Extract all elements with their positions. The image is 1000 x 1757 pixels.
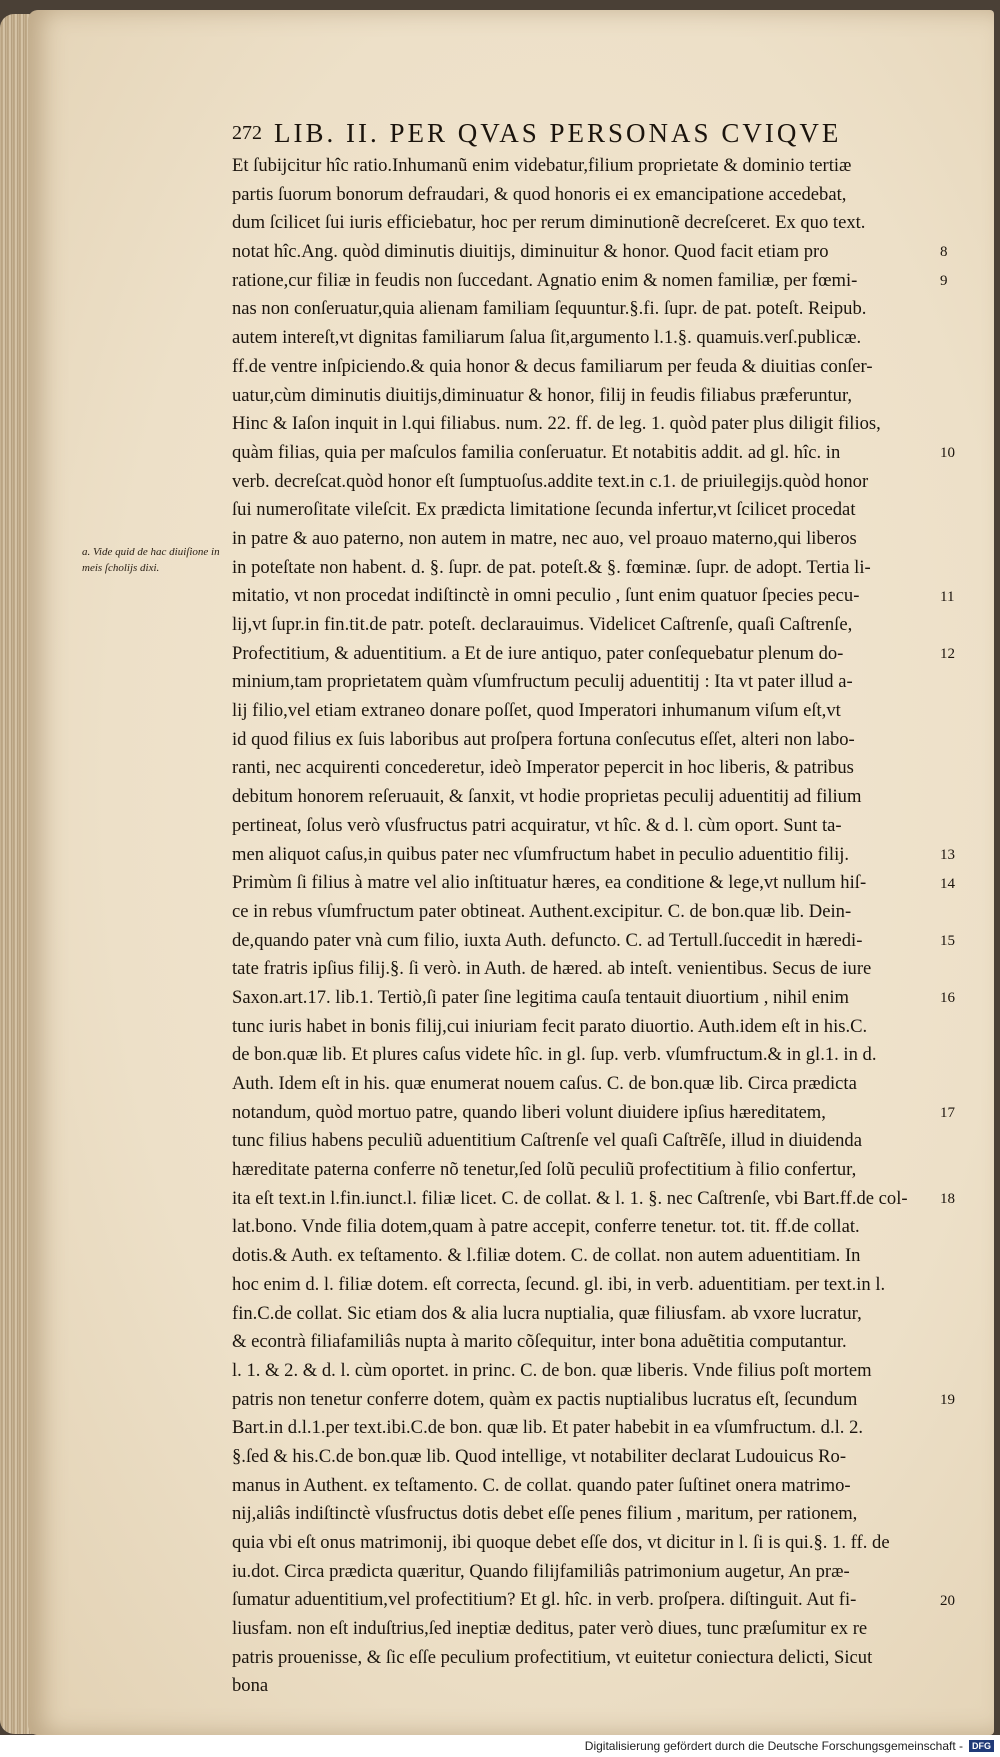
text-line: quàm filias, quia per maſculos familia conſeruatur. Et notabitis addit. ad gl. hîc. in xyxy=(232,441,841,463)
text-line: Saxon.art.17. lib.1. Tertiò,ſi pater ſine legitima cauſa tentauit diuortium , nihil enim xyxy=(232,986,849,1008)
text-line: mitatio, vt non procedat indiſtinctè in omni peculio , ſunt enim quatuor ſpecies pecu- xyxy=(232,585,860,607)
text-line: ſumatur aduentitium,vel profectitium? Et gl. hîc. in verb. proſpera. diſtinguit. Aut fi- xyxy=(232,1589,857,1611)
text-line: ce in rebus vſumfructum pater obtineat. Authent.excipitur. C. de bon.quæ lib. Dein- xyxy=(232,900,852,922)
text-line: Et ſubijcitur hîc ratio.Inhumanũ enim videbatur,filium proprietate & dominio tertiæ xyxy=(232,155,852,176)
text-line: quia vbi eſt onus matrimonij, ibi quoque debet eſſe dos, vt dicitur in l. ſi is qui.§. 1. ff. de xyxy=(232,1532,890,1553)
text-line: de,quando pater vnà cum filio, iuxta Auth. defuncto. C. ad Tertull.ſuccedit in hæredi- xyxy=(232,929,863,951)
margin-number: 15 xyxy=(940,932,955,949)
text-line: l. 1. & 2. & d. l. cùm oportet. in princ. C. de bon. quæ liberis. Vnde filius poſt mortem xyxy=(232,1359,872,1381)
text-line: notandum, quòd mortuo patre, quando liberi volunt diuidere ipſius hæreditatem, xyxy=(232,1101,826,1123)
text-line: ranti, nec acquirenti concederetur, ideò Imperator pepercit in hoc liberis, & patribus xyxy=(232,757,854,779)
text-line: iu.dot. Circa prædicta quæritur, Quando filijfamiliâs patrimonium augetur, An præ- xyxy=(232,1560,850,1582)
text-line: tate fratris ipſius filij.§. ſi verò. in Auth. de hæred. ab inteſt. venientibus. Secus de iure xyxy=(232,958,872,980)
text-line: men aliquot caſus,in quibus pater nec vſumfructum habet in peculio aduentitio filij. xyxy=(232,843,850,865)
text-line: manus in Authent. ex teſtamento. C. de collat. quando pater ſuſtinet onera matrimo- xyxy=(232,1474,851,1496)
text-line: patris prouenisse, & ſic eſſe peculium profectitium, vt euitetur coniectura delicti, Sicut xyxy=(232,1646,873,1668)
dfg-logo: DFG xyxy=(969,1740,994,1752)
margin-number: 13 xyxy=(940,846,955,863)
marginal-note: a. Vide quid de hac diuiſione in meis ſcholijs dixi. xyxy=(82,546,220,574)
text-line: Primùm ſi filius à matre vel alio inſtituatur hæres, ea conditione & lege,vt nullum hiſ- xyxy=(232,872,867,894)
footer-credit: Digitalisierung gefördert durch die Deutsche Forschungsgemeinschaft - xyxy=(584,1739,963,1753)
text-line: pertineat, ſolus verò vſusfructus patri acquiratur, vt hîc. & d. l. cùm oport. Sunt ta- xyxy=(232,814,842,836)
text-line: lat.bono. Vnde filia dotem,quam à patre accepit, conferre tenetur. tot. tit. ff.de collat. xyxy=(232,1216,860,1238)
text-line: dotis.& Auth. ex teſtamento. & l.filiæ dotem. C. de collat. non autem aduentitiam. In xyxy=(232,1245,861,1267)
text-line: in poteſtate non habent. d. §. ſupr. de pat. poteſt.& §. fœminæ. ſupr. de adopt. Tertia li- xyxy=(232,556,871,578)
text-line: partis ſuorum bonorum defraudari, & quod honoris ei ex emancipatione accedebat, xyxy=(232,183,847,205)
page-header xyxy=(232,115,872,151)
text-line: & econtrà filiafamiliâs nupta à marito cõſequitur, inter bona aduẽtitia computantur. xyxy=(232,1331,847,1353)
text-line: verb. decreſcat.quòd honor eſt ſumptuoſus.addite text.in c.1. de priuilegijs.quòd honor xyxy=(232,470,869,492)
text-line: de bon.quæ lib. Et plures caſus videte hîc. in gl. ſup. verb. vſumfructum.& in gl.1. in d. xyxy=(232,1044,877,1066)
text-line: lij,vt ſupr.in fin.tit.de patr. poteſt. declarauimus. Videlicet Caſtrenſe, quaſi Caſtrenſe, xyxy=(232,614,853,635)
text-line: uatur,cùm diminutis diuitijs,diminuatur & honor, filij in feudis filiabus præferuntur, xyxy=(232,384,853,406)
text-line: dum ſcilicet ſui iuris efficiebatur, hoc per rerum diminutionẽ decreſceret. Ex quo text. xyxy=(232,212,866,234)
text-line: autem intereſt,vt dignitas familiarum ſalua ſit,argumento l.1.§. quamuis.verſ.publicæ. xyxy=(232,327,862,349)
margin-number: 8 xyxy=(940,244,948,261)
text-line: tunc iuris habet in bonis filij,cui iniuriam fecit parato diuortio. Auth.idem eſt in his.C. xyxy=(232,1015,868,1037)
text-line: hoc enim d. l. filiæ dotem. eſt correcta, ſecund. gl. ibi, in verb. aduentitiam. per text.in l. xyxy=(232,1273,886,1295)
text-line: notat hîc.Ang. quòd diminutis diuitijs, diminuitur & honor. Quod facit etiam pro xyxy=(232,241,829,263)
text-line: fin.C.de collat. Sic etiam dos & alia lucra nuptialia, quæ filiusfam. ab vxore lucratur, xyxy=(232,1302,862,1324)
margin-number: 10 xyxy=(940,445,955,461)
margin-number: 11 xyxy=(940,588,955,605)
margin-number: 18 xyxy=(940,1191,955,1208)
text-line: nij,aliâs indiſtinctè vſusfructus dotis debet eſſe penes filium , maritum, per rationem, xyxy=(232,1503,858,1525)
body-text xyxy=(232,152,922,1701)
text-line: liusfam. non eſt induſtrius,ſed ineptiæ deditus, pater verò diues, tunc præſumitur ex re xyxy=(232,1618,868,1640)
text-line: ratione,cur filiæ in feudis non ſuccedant. Agnatio enim & nomen familiæ, per fœmi- xyxy=(232,269,858,291)
text-line: patris non tenetur conferre dotem, quàm ex pactis nuptialibus lucratus eſt, ſecundum xyxy=(232,1388,858,1410)
text-line: lij filio,vel etiam extraneo donare poſſet, quod Imperatori inhumanum viſum eſt,vt xyxy=(232,700,841,722)
text-line: §.ſed & his.C.de bon.quæ lib. Quod intellige, vt notabiliter declarat Ludouicus Ro- xyxy=(232,1445,847,1467)
margin-number: 19 xyxy=(940,1392,955,1409)
margin-number: 16 xyxy=(940,990,955,1007)
text-line: ita eſt text.in l.fin.iunct.l. filiæ licet. C. de collat. & l. 1. §. nec Caſtrenſe, vbi Bart.ff.de col- xyxy=(232,1187,908,1209)
text-line: Auth. Idem eſt in his. quæ enumerat nouem caſus. C. de bon.quæ lib. Circa prædicta xyxy=(232,1073,857,1094)
text-line: Hinc & Iaſon inquit in l.qui filiabus. num. 22. ff. de leg. 1. quòd pater plus diligit filios, xyxy=(232,413,881,435)
text-line: minium,tam proprietatem quàm vſumfructum peculij aduentitij : Ita vt pater illud a- xyxy=(232,671,853,693)
text-line: bona xyxy=(232,1675,269,1697)
digitization-footer xyxy=(0,1735,1000,1757)
text-line: ſui numeroſitate vileſcit. Ex prædicta limitatione ſecunda infertur,vt ſcilicet procedat xyxy=(232,499,856,521)
text-line: in patre & auo paterno, non autem in matre, nec auo, vel proauo materno,qui liberos xyxy=(232,527,857,549)
text-line: Profectitium, & aduentitium. a Et de iure antiquo, pater conſequebatur plenum do- xyxy=(232,642,844,664)
margin-number: 14 xyxy=(940,875,955,892)
page-number: 272 xyxy=(232,121,262,144)
text-line: Bart.in d.l.1.per text.ibi.C.de bon. quæ lib. Et pater habebit in ea vſumfructum. d.l. 2. xyxy=(232,1417,864,1439)
text-line: ff.de ventre inſpiciendo.& quia honor & decus familiarum per feuda & diuitias conſer- xyxy=(232,355,873,377)
text-line: tunc filius habens peculiũ aduentitium Caſtrenſe vel quaſi Caſtrẽſe, illud in diuidenda xyxy=(232,1130,862,1152)
text-line: hæreditate paterna conferre nõ tenetur,ſed ſolũ peculiũ profectitium à filio confertur, xyxy=(232,1159,857,1181)
text-line: debitum honorem reſeruauit, & ſanxit, vt hodie proprietas peculij aduentitij ad filium xyxy=(232,786,862,808)
running-title: LIB. II. PER QVAS PERSONAS CVIQVE xyxy=(274,117,842,148)
text-line: id quod filius ex ſuis laboribus aut proſpera fortuna conſecutus eſſet, alteri non labo- xyxy=(232,728,855,750)
margin-number: 17 xyxy=(940,1105,955,1122)
text-line: nas non conſeruatur,quia alienam familiam ſequuntur.§.fi. ſupr. de pat. poteſt. Reipub. xyxy=(232,298,867,320)
margin-number: 9 xyxy=(940,272,948,289)
margin-number: 20 xyxy=(940,1593,955,1609)
margin-number: 12 xyxy=(940,645,955,662)
